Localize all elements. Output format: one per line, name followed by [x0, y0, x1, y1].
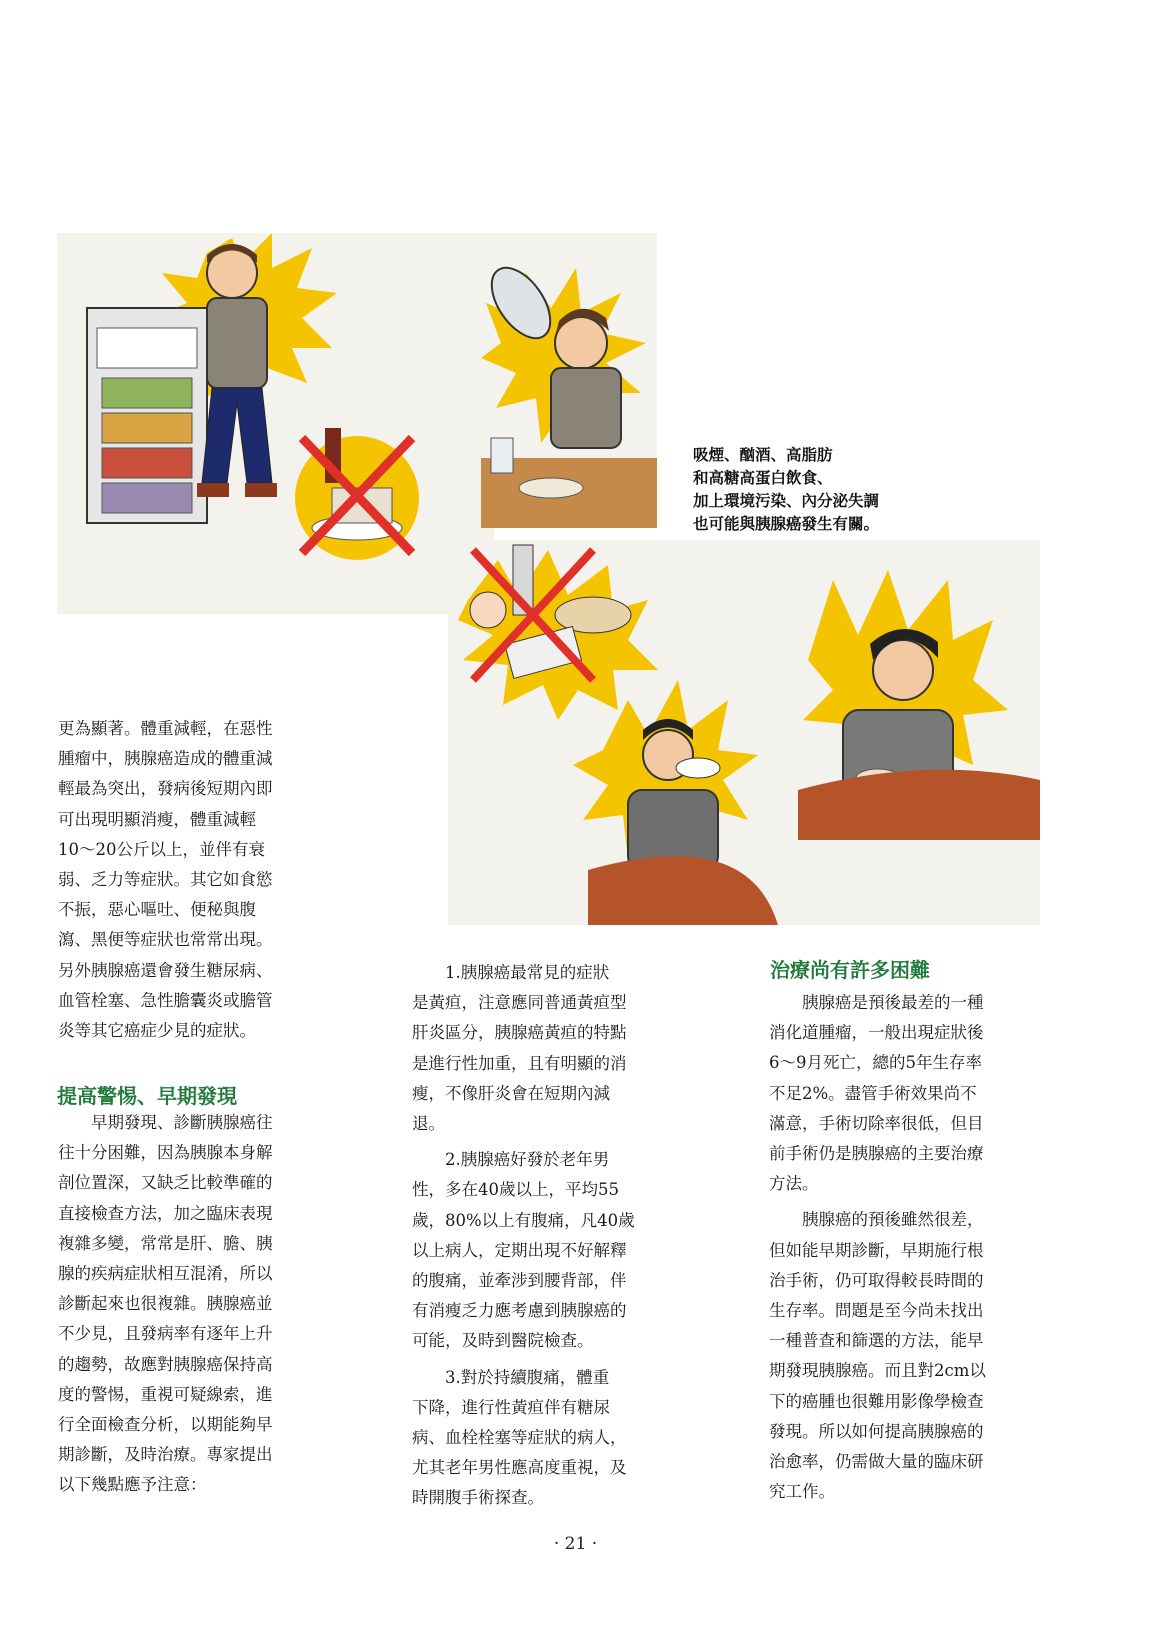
text-line: 診斷起來也很複雜。胰腺癌並	[58, 1294, 273, 1314]
text-line: 消化道腫瘤，一般出現症狀後	[769, 1023, 984, 1043]
text-line: 剖位置深，又缺乏比較準確的	[58, 1173, 273, 1193]
intro-paragraph	[58, 714, 348, 1046]
text-line: 輕最為突出，發病後短期內即	[58, 779, 273, 799]
page-number: · 21 ·	[553, 1534, 598, 1554]
text-line: 另外胰腺癌還會發生糖尿病、	[58, 960, 273, 980]
text-line: 前手術仍是胰腺癌的主要治療	[769, 1144, 984, 1164]
text-line: 退。	[412, 1114, 445, 1134]
text-line: 尤其老年男性應高度重視，及	[412, 1458, 627, 1478]
text-line: 下降，進行性黃疸伴有糖尿	[412, 1397, 610, 1417]
text-line: 行全面檢查分析，以期能夠早	[58, 1415, 273, 1435]
text-line: 炎等其它癌症少見的症狀。	[58, 1021, 256, 1041]
text-line: 直接檢查方法，加之臨床表現	[58, 1203, 273, 1223]
text-line: 有消瘦乏力應考慮到胰腺癌的	[412, 1301, 627, 1321]
refrigerator-man-drawing	[57, 233, 494, 614]
text-line: 複雜多變，常常是肝、膽、胰	[58, 1233, 273, 1253]
text-line: 以上病人，定期出現不好解釋	[412, 1240, 627, 1260]
right-column	[769, 988, 1059, 1507]
illustration-eating-men	[448, 540, 1040, 925]
text-line: 3.對於持續腹痛，體重	[412, 1367, 610, 1387]
text-line: 的趨勢，故應對胰腺癌保持高	[58, 1354, 273, 1374]
text-line: 往十分困難，因為胰腺本身解	[58, 1143, 273, 1163]
caption-line: 和高糖高蛋白飲食、	[693, 469, 833, 487]
text-line: 是進行性加重，且有明顯的消	[412, 1053, 627, 1073]
caption-line: 吸煙、酗酒、高脂肪	[693, 446, 833, 464]
eating-men-drawing	[448, 540, 1040, 925]
text-line: 不足2%。盡管手術效果尚不	[769, 1083, 977, 1103]
text-line: 方法。	[769, 1174, 819, 1194]
text-line: 滿意，手術切除率很低，但目	[769, 1113, 984, 1133]
text-line: 胰腺癌是預後最差的一種	[769, 993, 984, 1012]
text-line: 腫瘤中，胰腺癌造成的體重減	[58, 749, 273, 769]
text-line: 但如能早期診斷，早期施行根	[769, 1240, 984, 1260]
text-line: 更為顯著。體重減輕，在惡性	[58, 719, 273, 738]
text-line: 生存率。問題是至今尚未找出	[769, 1301, 984, 1321]
text-line: 1.胰腺癌最常見的症狀	[412, 963, 610, 982]
text-line: 10～20公斤以上，並伴有衰	[58, 839, 265, 859]
section-heading-early-detection: 提高警惕、早期發現	[57, 1084, 237, 1108]
text-line: 2.胰腺癌好發於老年男	[412, 1150, 610, 1170]
caption-line: 加上環境污染、內分泌失調	[693, 492, 880, 510]
text-line: 期診斷，及時治療。專家提出	[58, 1445, 273, 1465]
early-detection-paragraph	[58, 1108, 348, 1501]
text-line: 發現。所以如何提高胰腺癌的	[769, 1421, 984, 1441]
left-column	[58, 714, 348, 1046]
text-line: 治愈率，仍需做大量的臨床研	[769, 1452, 984, 1472]
text-line: 度的警惕，重視可疑線索，進	[58, 1384, 273, 1404]
text-line: 性，多在40歲以上，平均55	[412, 1180, 619, 1200]
text-line: 6～9月死亡，總的5年生存率	[769, 1053, 982, 1073]
illustration-refrigerator-man	[57, 233, 494, 614]
text-line: 歲，80%以上有腹痛，凡40歲	[412, 1210, 635, 1230]
text-line: 不少見，且發病率有逐年上升	[58, 1324, 273, 1344]
text-line: 可能，及時到醫院檢查。	[412, 1331, 594, 1351]
text-line: 一種普查和篩選的方法，能早	[769, 1331, 984, 1351]
caption-line: 也可能與胰腺癌發生有關。	[693, 515, 880, 533]
text-line: 血管栓塞、急性膽囊炎或膽管	[58, 990, 273, 1010]
text-line: 瘦，不像肝炎會在短期內減	[412, 1083, 610, 1103]
text-line: 瀉、黑便等症狀也常常出現。	[58, 930, 273, 950]
text-line: 下的癌腫也很難用影像學檢查	[769, 1391, 984, 1411]
section-heading-treatment: 治療尚有許多困難	[770, 958, 930, 982]
text-line: 肝炎區分，胰腺癌黃疸的特點	[412, 1023, 627, 1043]
text-line: 胰腺癌的預後雖然很差，	[769, 1210, 984, 1230]
illustration-caption	[693, 444, 953, 536]
text-line: 弱、乏力等症狀。其它如食慾	[58, 870, 273, 890]
text-line: 期發現胰腺癌。而且對2cm以	[769, 1361, 986, 1381]
text-line: 是黃疸，注意應同普通黃疸型	[412, 993, 627, 1013]
text-line: 腺的疾病症狀相互混淆，所以	[58, 1264, 273, 1284]
text-line: 時開腹手術探查。	[412, 1488, 544, 1508]
middle-column	[412, 958, 702, 1514]
text-line: 可出現明顯消瘦，體重減輕	[58, 809, 256, 829]
text-line: 的腹痛，並牽涉到腰背部，伴	[412, 1271, 627, 1291]
illustration-drinking-man	[481, 233, 657, 528]
text-line: 不振，惡心嘔吐、便秘與腹	[58, 900, 256, 920]
text-line: 早期發現、診斷胰腺癌往	[58, 1113, 273, 1132]
text-line: 究工作。	[769, 1482, 835, 1502]
text-line: 病、血栓栓塞等症狀的病人，	[412, 1428, 627, 1448]
text-line: 以下幾點應予注意：	[58, 1475, 207, 1495]
text-line: 治手術，仍可取得較長時間的	[769, 1270, 984, 1290]
drinking-man-drawing	[481, 233, 657, 528]
